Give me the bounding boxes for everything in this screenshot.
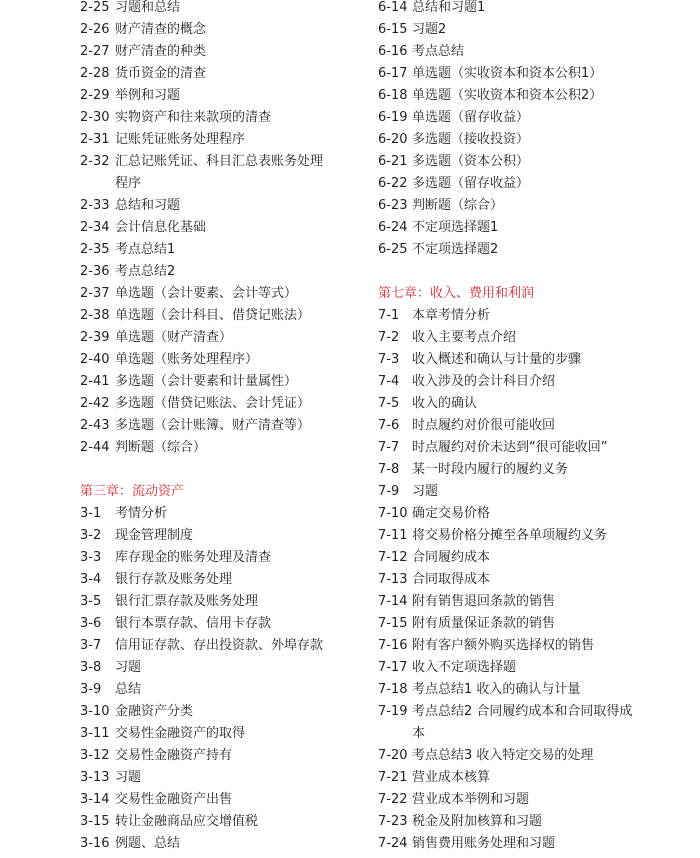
entry-title: 单选题（实收资本和资本公积2） bbox=[412, 88, 603, 103]
toc-entry bbox=[80, 0, 350, 19]
entry-title: 举例和习题 bbox=[115, 88, 181, 103]
entry-title: 考点总结1 bbox=[115, 242, 176, 257]
toc-entry bbox=[378, 745, 668, 767]
entry-title: 收入主要考点介绍 bbox=[412, 330, 517, 345]
entry-title: 判断题（综合） bbox=[412, 198, 504, 213]
toc-entry bbox=[378, 547, 668, 569]
toc-entry bbox=[378, 173, 668, 195]
entry-code: 3-3 bbox=[80, 550, 102, 565]
entry-title: 财产清查的种类 bbox=[115, 44, 207, 59]
toc-entry bbox=[80, 41, 350, 63]
entry-code: 3-8 bbox=[80, 660, 102, 675]
entry-code: 2-41 bbox=[80, 374, 110, 389]
entry-title: 现金管理制度 bbox=[115, 528, 194, 543]
entry-code: 7-3 bbox=[378, 352, 400, 367]
entry-title: 财产清查的概念 bbox=[115, 22, 207, 37]
toc-entry bbox=[378, 481, 668, 503]
entry-code: 6-17 bbox=[378, 66, 408, 81]
entry-code: 7-21 bbox=[378, 770, 408, 785]
right-column bbox=[378, 0, 668, 855]
entry-code: 2-36 bbox=[80, 264, 110, 279]
entry-code: 6-19 bbox=[378, 110, 408, 125]
toc-entry bbox=[378, 19, 668, 41]
entry-title: 总结和习题1 bbox=[412, 0, 486, 15]
entry-title: 销售费用账务处理和习题 bbox=[412, 836, 556, 851]
toc-entry bbox=[378, 591, 668, 613]
entry-title: 习题 bbox=[412, 484, 439, 499]
entry-title: 货币资金的清查 bbox=[115, 66, 207, 81]
toc-entry bbox=[80, 195, 350, 217]
entry-title: 附有客户额外购买选择权的销售 bbox=[412, 638, 595, 653]
entry-title: 交易性金融资产出售 bbox=[115, 792, 233, 807]
entry-title: 交易性金融资产的取得 bbox=[115, 726, 246, 741]
toc-entry bbox=[378, 767, 668, 789]
entry-title: 收入概述和确认与计量的步骤 bbox=[412, 352, 582, 367]
entry-code: 7-1 bbox=[378, 308, 400, 323]
entry-title: 交易性金融资产持有 bbox=[115, 748, 233, 763]
entry-code: 2-42 bbox=[80, 396, 110, 411]
entry-code: 7-7 bbox=[378, 440, 400, 455]
entry-code: 2-40 bbox=[80, 352, 110, 367]
toc-entry bbox=[378, 613, 668, 635]
entry-title: 转让金融商品应交增值税 bbox=[115, 814, 259, 829]
entry-code: 7-2 bbox=[378, 330, 400, 345]
toc-entry bbox=[378, 701, 668, 745]
toc-entry bbox=[80, 789, 350, 811]
entry-code: 3-14 bbox=[80, 792, 110, 807]
toc-entry bbox=[378, 239, 668, 261]
entry-title: 单选题（财产清查） bbox=[115, 330, 233, 345]
toc-entry bbox=[80, 129, 350, 151]
toc-entry bbox=[378, 217, 668, 239]
toc-entry bbox=[378, 789, 668, 811]
toc-entry bbox=[378, 635, 668, 657]
toc-entry bbox=[378, 833, 668, 855]
entry-code: 6-15 bbox=[378, 22, 408, 37]
entry-code: 7-9 bbox=[378, 484, 400, 499]
entry-code: 2-29 bbox=[80, 88, 110, 103]
section-gap bbox=[80, 459, 350, 481]
toc-entry bbox=[80, 591, 350, 613]
entry-title: 习题2 bbox=[412, 22, 447, 37]
toc-entry bbox=[80, 503, 350, 525]
entry-title: 附有销售退回条款的销售 bbox=[412, 594, 556, 609]
toc-entry bbox=[80, 635, 350, 657]
entry-code: 3-1 bbox=[80, 506, 102, 521]
toc-entry bbox=[378, 525, 668, 547]
entry-code: 3-7 bbox=[80, 638, 102, 653]
toc-entry bbox=[378, 415, 668, 437]
entry-code: 7-22 bbox=[378, 792, 408, 807]
toc-entry bbox=[378, 63, 668, 85]
entry-title: 多选题（会计要素和计量属性） bbox=[115, 374, 298, 389]
entry-code: 2-34 bbox=[80, 220, 110, 235]
toc-entry bbox=[80, 679, 350, 701]
toc-entry bbox=[80, 657, 350, 679]
entry-code: 6-20 bbox=[378, 132, 408, 147]
entry-title: 将交易价格分摊至各单项履约义务 bbox=[412, 528, 608, 543]
entry-title: 单选题（会计科目、借贷记账法） bbox=[115, 308, 311, 323]
entry-code: 7-18 bbox=[378, 682, 408, 697]
entry-title: 考点总结2 合同履约成本和合同取得成本 bbox=[412, 704, 633, 741]
entry-code: 3-11 bbox=[80, 726, 110, 741]
left-column bbox=[80, 0, 350, 855]
entry-code: 2-44 bbox=[80, 440, 110, 455]
entry-title: 营业成本举例和习题 bbox=[412, 792, 530, 807]
toc-entry bbox=[80, 283, 350, 305]
entry-code: 7-4 bbox=[378, 374, 400, 389]
toc-entry bbox=[80, 767, 350, 789]
entry-title: 多选题（资本公积） bbox=[412, 154, 530, 169]
entry-title: 合同取得成本 bbox=[412, 572, 491, 587]
entry-title: 考点总结 bbox=[412, 44, 465, 59]
entry-title: 收入的确认 bbox=[412, 396, 478, 411]
entry-code: 7-11 bbox=[378, 528, 408, 543]
entry-code: 3-5 bbox=[80, 594, 102, 609]
toc-entry bbox=[378, 811, 668, 833]
entry-code: 6-24 bbox=[378, 220, 408, 235]
toc-entry bbox=[378, 569, 668, 591]
entry-title: 本章考情分析 bbox=[412, 308, 491, 323]
toc-entry bbox=[80, 151, 350, 195]
entry-title: 营业成本核算 bbox=[412, 770, 491, 785]
entry-title: 习题和总结 bbox=[115, 0, 181, 15]
entry-title: 考情分析 bbox=[115, 506, 168, 521]
entry-code: 7-19 bbox=[378, 704, 408, 719]
entry-title: 税金及附加核算和习题 bbox=[412, 814, 543, 829]
entry-title: 收入不定项选择题 bbox=[412, 660, 517, 675]
entry-code: 2-39 bbox=[80, 330, 110, 345]
entry-code: 6-16 bbox=[378, 44, 408, 59]
entry-title: 合同履约成本 bbox=[412, 550, 491, 565]
toc-entry bbox=[378, 437, 668, 459]
entry-code: 7-15 bbox=[378, 616, 408, 631]
entry-title: 总结和习题 bbox=[115, 198, 181, 213]
entry-title: 银行本票存款、信用卡存款 bbox=[115, 616, 272, 631]
chapter-heading-3: 第三章：流动资产 bbox=[80, 484, 185, 499]
entry-code: 6-21 bbox=[378, 154, 408, 169]
toc-entry bbox=[80, 437, 350, 459]
chapter-heading-7: 第七章：收入、费用和利润 bbox=[378, 286, 535, 301]
entry-code: 6-25 bbox=[378, 242, 408, 257]
toc-entry bbox=[378, 129, 668, 151]
entry-title: 考点总结1 收入的确认与计量 bbox=[412, 682, 581, 697]
toc-entry bbox=[80, 547, 350, 569]
entry-title: 确定交易价格 bbox=[412, 506, 491, 521]
entry-title: 习题 bbox=[115, 660, 142, 675]
toc-entry bbox=[378, 305, 668, 327]
entry-code: 2-38 bbox=[80, 308, 110, 323]
entry-code: 2-27 bbox=[80, 44, 110, 59]
entry-code: 3-15 bbox=[80, 814, 110, 829]
entry-code: 7-20 bbox=[378, 748, 408, 763]
entry-title: 收入涉及的会计科目介绍 bbox=[412, 374, 556, 389]
entry-code: 2-35 bbox=[80, 242, 110, 257]
toc-entry bbox=[80, 525, 350, 547]
entry-title: 总结 bbox=[115, 682, 142, 697]
entry-code: 7-8 bbox=[378, 462, 400, 477]
toc-entry bbox=[80, 701, 350, 723]
toc-entry bbox=[80, 327, 350, 349]
entry-code: 6-14 bbox=[378, 0, 408, 15]
toc-entry bbox=[80, 723, 350, 745]
toc-entry bbox=[80, 107, 350, 129]
entry-title: 不定项选择题2 bbox=[412, 242, 499, 257]
toc-entry bbox=[378, 459, 668, 481]
toc-entry bbox=[80, 217, 350, 239]
entry-title: 实物资产和往来款项的清查 bbox=[115, 110, 272, 125]
entry-code: 7-5 bbox=[378, 396, 400, 411]
entry-title: 时点履约对价未达到“很可能收回” bbox=[412, 440, 608, 455]
toc-entry bbox=[378, 371, 668, 393]
entry-title: 单选题（实收资本和资本公积1） bbox=[412, 66, 603, 81]
entry-code: 7-23 bbox=[378, 814, 408, 829]
toc-entry bbox=[378, 151, 668, 173]
toc-entry bbox=[378, 393, 668, 415]
entry-code: 3-9 bbox=[80, 682, 102, 697]
entry-title: 多选题（接收投资） bbox=[412, 132, 530, 147]
entry-code: 3-12 bbox=[80, 748, 110, 763]
entry-title: 金融资产分类 bbox=[115, 704, 194, 719]
toc-entry bbox=[80, 811, 350, 833]
toc-entry bbox=[378, 0, 668, 19]
toc-entry bbox=[378, 195, 668, 217]
entry-code: 3-6 bbox=[80, 616, 102, 631]
toc-entry bbox=[378, 85, 668, 107]
entry-code: 7-24 bbox=[378, 836, 408, 851]
toc-entry bbox=[378, 349, 668, 371]
entry-title: 某一时段内履行的履约义务 bbox=[412, 462, 569, 477]
entry-title: 多选题（留存收益） bbox=[412, 176, 530, 191]
entry-code: 2-37 bbox=[80, 286, 110, 301]
left-section-a bbox=[80, 0, 350, 459]
toc-entry bbox=[378, 327, 668, 349]
entry-title: 考点总结3 收入特定交易的处理 bbox=[412, 748, 594, 763]
entry-title: 库存现金的账务处理及清查 bbox=[115, 550, 272, 565]
entry-title: 不定项选择题1 bbox=[412, 220, 499, 235]
toc-entry bbox=[378, 679, 668, 701]
toc-entry bbox=[80, 613, 350, 635]
entry-title: 习题 bbox=[115, 770, 142, 785]
entry-code: 2-43 bbox=[80, 418, 110, 433]
entry-title: 银行汇票存款及账务处理 bbox=[115, 594, 259, 609]
entry-title: 多选题（会计账簿、财产清查等） bbox=[115, 418, 311, 433]
entry-title: 时点履约对价很可能收回 bbox=[412, 418, 556, 433]
toc-entry bbox=[80, 19, 350, 41]
toc-entry bbox=[80, 415, 350, 437]
entry-code: 3-10 bbox=[80, 704, 110, 719]
entry-title: 汇总记账凭证、科目汇总表账务处理程序 bbox=[115, 154, 324, 191]
toc-entry bbox=[80, 833, 350, 855]
entry-code: 7-17 bbox=[378, 660, 408, 675]
entry-title: 记账凭证账务处理程序 bbox=[115, 132, 246, 147]
entry-title: 多选题（借贷记账法、会计凭证） bbox=[115, 396, 311, 411]
toc-entry bbox=[80, 239, 350, 261]
toc-entry bbox=[378, 41, 668, 63]
entry-code: 3-13 bbox=[80, 770, 110, 785]
toc-entry bbox=[80, 393, 350, 415]
entry-code: 7-14 bbox=[378, 594, 408, 609]
entry-code: 2-26 bbox=[80, 22, 110, 37]
entry-title: 单选题（会计要素、会计等式） bbox=[115, 286, 298, 301]
entry-code: 3-2 bbox=[80, 528, 102, 543]
entry-code: 7-16 bbox=[378, 638, 408, 653]
section-gap bbox=[378, 261, 668, 283]
entry-title: 考点总结2 bbox=[115, 264, 176, 279]
toc-entry bbox=[80, 349, 350, 371]
toc-entry bbox=[80, 371, 350, 393]
entry-title: 会计信息化基础 bbox=[115, 220, 207, 235]
entry-title: 单选题（留存收益） bbox=[412, 110, 530, 125]
toc-entry bbox=[80, 745, 350, 767]
entry-code: 3-4 bbox=[80, 572, 102, 587]
entry-code: 2-25 bbox=[80, 0, 110, 15]
toc-entry bbox=[80, 569, 350, 591]
entry-title: 判断题（综合） bbox=[115, 440, 207, 455]
right-section-b bbox=[378, 305, 668, 855]
toc-entry bbox=[80, 305, 350, 327]
right-section-a bbox=[378, 0, 668, 261]
toc-entry bbox=[80, 63, 350, 85]
toc-entry bbox=[80, 85, 350, 107]
entry-title: 附有质量保证条款的销售 bbox=[412, 616, 556, 631]
entry-code: 2-28 bbox=[80, 66, 110, 81]
entry-code: 7-13 bbox=[378, 572, 408, 587]
entry-code: 2-31 bbox=[80, 132, 110, 147]
entry-code: 2-32 bbox=[80, 154, 110, 169]
entry-title: 例题、总结 bbox=[115, 836, 181, 851]
entry-code: 2-30 bbox=[80, 110, 110, 125]
entry-code: 6-18 bbox=[378, 88, 408, 103]
entry-code: 7-6 bbox=[378, 418, 400, 433]
entry-title: 信用证存款、存出投资款、外埠存款 bbox=[115, 638, 324, 653]
entry-code: 2-33 bbox=[80, 198, 110, 213]
toc-entry bbox=[378, 657, 668, 679]
entry-code: 6-22 bbox=[378, 176, 408, 191]
entry-code: 7-10 bbox=[378, 506, 408, 521]
entry-code: 6-23 bbox=[378, 198, 408, 213]
entry-title: 单选题（账务处理程序） bbox=[115, 352, 259, 367]
left-section-b bbox=[80, 503, 350, 855]
entry-title: 银行存款及账务处理 bbox=[115, 572, 233, 587]
toc-entry bbox=[378, 503, 668, 525]
entry-code: 7-12 bbox=[378, 550, 408, 565]
toc-entry bbox=[378, 107, 668, 129]
entry-code: 3-16 bbox=[80, 836, 110, 851]
toc-entry bbox=[80, 261, 350, 283]
